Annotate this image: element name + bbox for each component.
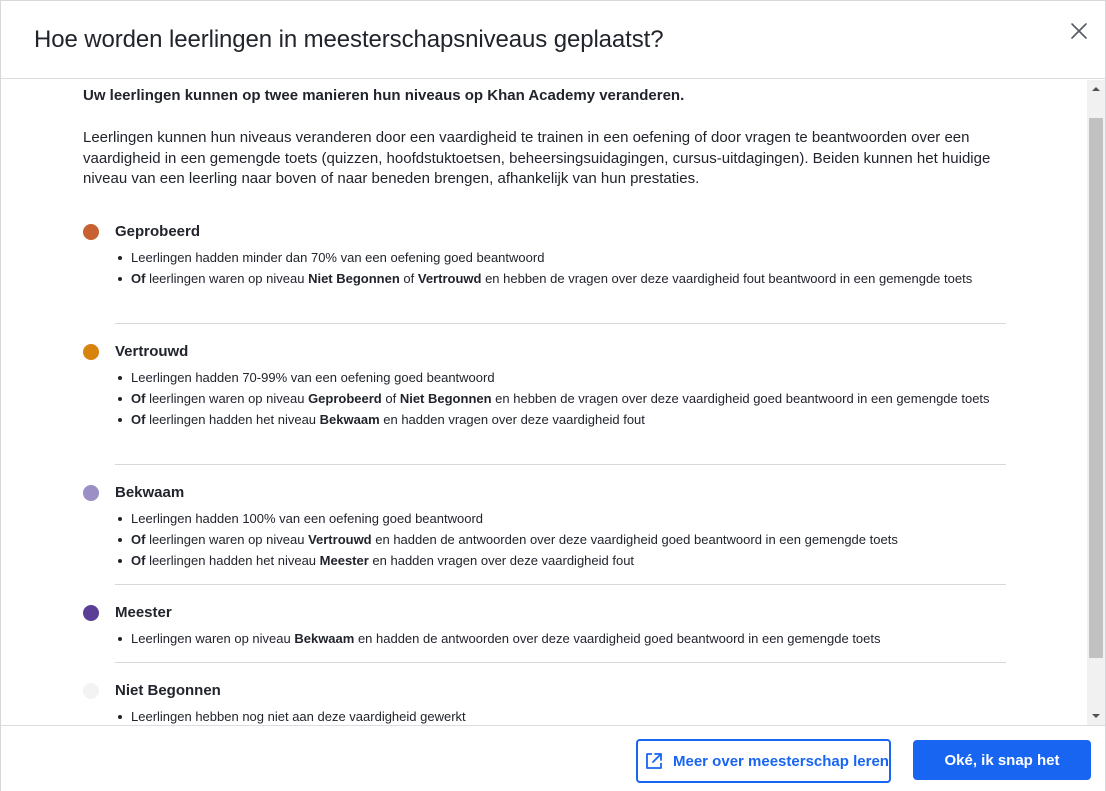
level-dot-icon bbox=[83, 485, 99, 501]
level-criteria-list bbox=[115, 508, 1008, 571]
close-button[interactable] bbox=[1065, 17, 1093, 45]
level-name: Geprobeerd bbox=[115, 223, 201, 240]
level-niet-begonnen bbox=[83, 680, 1008, 725]
level-criterion: Of leerlingen waren op niveau Vertrouwd en hadden de antwoorden over deze vaardigheid goed beantwoord in een gemengde toets bbox=[115, 529, 1008, 550]
level-criterion: Leerlingen waren op niveau Bekwaam en hadden de antwoorden over deze vaardigheid goed beantwoord in een gemengde toets bbox=[115, 628, 1008, 649]
level-criterion: Of leerlingen waren op niveau Geprobeerd of Niet Begonnen en hebben de vragen over deze vaardigheid goed beantwoord in een gemengde toets bbox=[115, 388, 1008, 409]
triangle-down-icon bbox=[1087, 707, 1105, 725]
level-name: Meester bbox=[115, 604, 172, 621]
content-scrollbar[interactable] bbox=[1087, 80, 1105, 725]
level-header bbox=[83, 221, 1008, 243]
level-header bbox=[83, 341, 1008, 363]
level-dot-icon bbox=[83, 224, 99, 240]
level-criteria-list bbox=[115, 247, 1008, 289]
learn-more-button[interactable] bbox=[636, 739, 891, 783]
level-dot-icon bbox=[83, 344, 99, 360]
learn-more-label: Meer over meesterschap leren bbox=[673, 752, 889, 770]
close-icon bbox=[1065, 17, 1093, 45]
dialog-title: Hoe worden leerlingen in meesterschapsniveaus geplaatst? bbox=[34, 26, 664, 53]
level-criterion: Leerlingen hadden 70-99% van een oefening goed beantwoord bbox=[115, 367, 1008, 388]
scrollbar-thumb[interactable] bbox=[1089, 118, 1103, 658]
external-link-icon bbox=[643, 750, 665, 772]
level-criteria-list bbox=[115, 367, 1008, 430]
level-name: Vertrouwd bbox=[115, 343, 189, 360]
level-criteria-list bbox=[115, 628, 1008, 649]
dialog-footer bbox=[1, 725, 1105, 791]
dialog-content[interactable] bbox=[1, 80, 1086, 725]
scroll-down-button[interactable] bbox=[1087, 707, 1105, 725]
level-divider bbox=[115, 584, 1006, 585]
intro-text: Leerlingen kunnen hun niveaus veranderen door een vaardigheid te trainen in een oefening of door vragen te beantwoorden over een vaardigheid in een gemengde toets (quizzen, hoofdstuktoetsen, beheersingsuidagingen, cursus-uitdagingen). Beiden kunnen het huidige niveau van een leerling naar boven of naar beneden brengen, afhankelijk van hun prestaties. bbox=[83, 129, 991, 187]
level-criterion: Of leerlingen hadden het niveau Bekwaam en hadden vragen over deze vaardigheid fout bbox=[115, 409, 1008, 430]
level-meester bbox=[83, 602, 1008, 649]
dialog-header bbox=[1, 1, 1105, 79]
ok-button[interactable]: Oké, ik snap het bbox=[913, 740, 1091, 780]
level-header bbox=[83, 680, 1008, 702]
level-divider bbox=[115, 323, 1006, 324]
level-dot-icon bbox=[83, 605, 99, 621]
level-name: Bekwaam bbox=[115, 484, 185, 501]
level-vertrouwd bbox=[83, 341, 1008, 430]
level-header bbox=[83, 602, 1008, 624]
level-divider bbox=[115, 662, 1006, 663]
level-criterion: Of leerlingen hadden het niveau Meester en hadden vragen over deze vaardigheid fout bbox=[115, 550, 1008, 571]
level-criterion: Of leerlingen waren op niveau Niet Begonnen of Vertrouwd en hebben de vragen over deze vaardigheid fout beantwoord in een gemengde toets bbox=[115, 268, 1008, 289]
level-geprobeerd bbox=[83, 221, 1008, 289]
level-header bbox=[83, 482, 1008, 504]
level-divider bbox=[115, 464, 1006, 465]
intro-heading: Uw leerlingen kunnen op twee manieren hun niveaus op Khan Academy veranderen. bbox=[83, 87, 685, 104]
triangle-up-icon bbox=[1087, 80, 1105, 98]
level-criterion: Leerlingen hebben nog niet aan deze vaardigheid gewerkt bbox=[115, 706, 1008, 725]
level-bekwaam bbox=[83, 482, 1008, 571]
level-dot-icon bbox=[83, 683, 99, 699]
scroll-up-button[interactable] bbox=[1087, 80, 1105, 98]
level-criterion: Leerlingen hadden 100% van een oefening goed beantwoord bbox=[115, 508, 1008, 529]
level-criteria-list bbox=[115, 706, 1008, 725]
level-name: Niet Begonnen bbox=[115, 682, 221, 699]
level-criterion: Leerlingen hadden minder dan 70% van een oefening goed beantwoord bbox=[115, 247, 1008, 268]
